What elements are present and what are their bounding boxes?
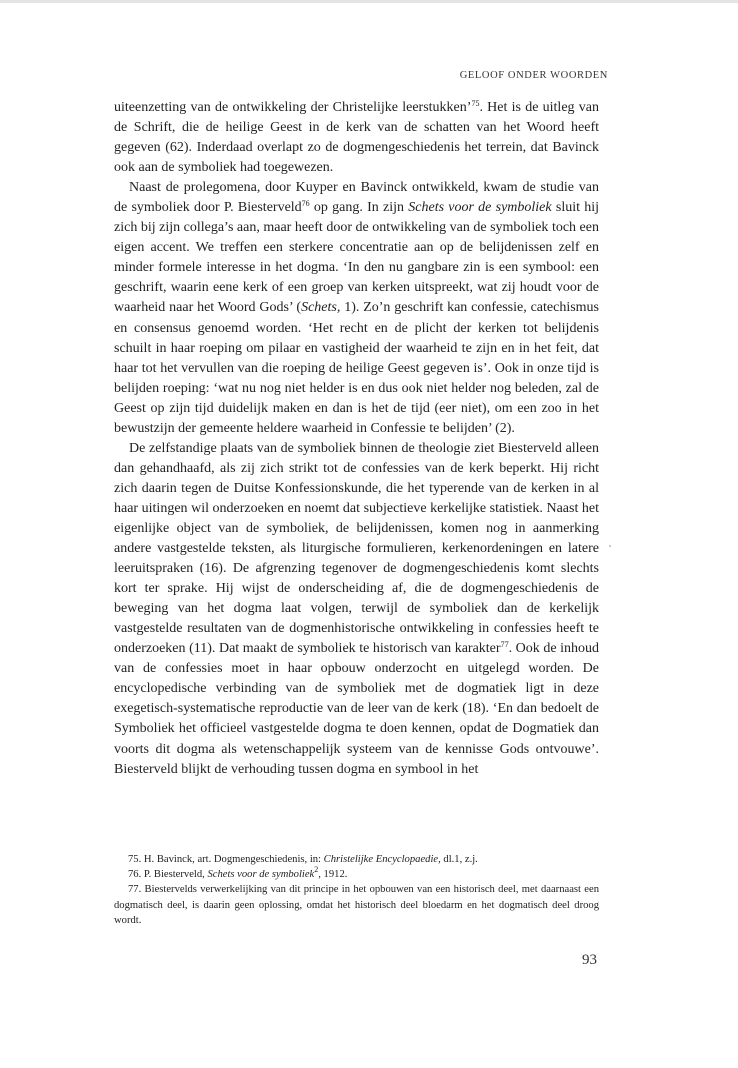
footnote-ref: 76	[301, 199, 310, 209]
footnotes	[114, 852, 599, 928]
scan-speck	[609, 545, 611, 547]
text-run: 77. Biestervelds verwerkelijking van dit principe in het opbouwen van een historisch deel, met daarnaast een dogmatisch deel, is daarin geen oplossing, omdat het historisch deel bloedarm en het dogmatisch deel droog wordt.	[114, 884, 599, 926]
text-run: dl.1, z.j.	[440, 854, 478, 865]
italic-text: Christelijke Encyclopaedie,	[323, 854, 441, 865]
italic-text: Schets,	[301, 300, 341, 316]
footnote	[114, 867, 599, 882]
body-text	[114, 98, 599, 780]
text-run: . Het is de uitleg van de Schrift, die de heilige Geest in de kerk van de schatten van het Woord heeft gegeven (62). Inderdaad overlapt zo de dogmengeschiedenis het terrein, dat Bavinck ook aan de symboliek had toegewezen.	[114, 100, 599, 176]
running-head: GELOOF ONDER WOORDEN	[459, 70, 608, 81]
italic-text: Schets voor de symboliek	[207, 869, 315, 881]
paragraph	[114, 439, 599, 780]
text-run: op gang. In zijn	[309, 200, 409, 216]
text-run: Naast de prolegomena, door Kuyper en Bavinck ontwikkeld, kwam de studie van de symboliek door P. Biesterveld	[114, 180, 599, 216]
paragraph	[114, 98, 599, 178]
text-run: 76. P. Biesterveld,	[128, 869, 208, 881]
footnote-ref: 2	[314, 865, 319, 875]
text-run: 75. H. Bavinck, art. Dogmengeschiedenis, in:	[128, 854, 324, 865]
text-run: De zelfstandige plaats van de symboliek binnen de theologie ziet Biesterveld alleen dan gehandhaafd, als zij zich strikt tot de confessies van de kerk beperkt. Hij richt zich daarin tegen de Duitse Konfessionskunde, die het typerende van de kerken in al haar uitingen wil onderzoeken en noemt dat subjectieve kerkelijke statistiek. Naast het eigenlijke object van de symboliek, de belijdenissen, komen nog in aanmerking andere vastgestelde teksten, als liturgische formulieren, kerkenordeningen en latere leeruitspraken (16). De afgrenzing tegenover de dogmengeschiedenis komt slechts kort ter sprake. Hij wijst de onderscheiding af, die de dogmengeschiedenis de beweging van het dogma laat volgen, terwijl de symboliek dan de kerkelijk vastgestelde resultaten van de dogmenhistorische ontwikkeling in confessies heeft te onderzoeken (11). Dat maakt de symboliek te historisch van karakter	[114, 440, 599, 657]
footnote	[114, 852, 599, 867]
text-run: uiteenzetting van de ontwikkeling der Christelijke leerstukken’	[114, 100, 472, 115]
italic-text: Schets voor de symboliek	[408, 200, 552, 216]
text-run: 1). Zo’n geschrift kan confessie, catechismus en consensus genoemd worden. ‘Het recht en de plicht der kerken tot belijdenis schuilt in haar roeping om pilaar en vastigheid der waarheid te zijn en in het feit, dat haar tot het vervullen van die roeping de heilige Geest gegeven is’. Ook in onze tijd is belijden roeping: ‘wat nu nog niet helder is en dus ook niet helder nog beleden, zal de Geest op zijn tijd duidelijk maken en dan is het de tijd (eer niet), om een zoo in het bewustzijn der gemeente heldere waarheid in Confessie te belijden’ (2).	[114, 300, 599, 436]
page-number: 93	[582, 952, 597, 968]
scan-edge	[0, 0, 738, 3]
paragraph	[114, 178, 599, 439]
text-run: sluit hij zich bij zijn collega’s aan, maar heeft door de ontwikkeling van de symboliek toch een eigen accent. We treffen een sterkere concentratie aan op de belijdenissen zelf en minder formele interesse in het dogma. ‘In den nu gangbare zin is een symbool: een geschrift, waarin eene kerk of een groep van kerken uitspreekt, wat zij houdt voor de waarheid naar het Woord Gods’ (	[114, 200, 600, 316]
text-run: , 1912.	[318, 869, 348, 881]
footnote-ref: 77	[500, 640, 509, 650]
footnote	[114, 882, 599, 928]
footnote-ref: 75	[471, 99, 480, 108]
text-run: . Ook de inhoud van de confessies moet in haar opbouw onderzocht en uitgelegd worden. De encyclopedische verbinding van de symboliek met de dogmatiek ligt in deze exegetisch-systematische reproductie van de leer van de kerk (18). ‘En dan bedoelt de Symboliek het officieel vastgestelde dogma te doen kennen, opdat de Dogmatiek dan voorts dit dogma als wetenschappelijk systeem van de kennisse Gods ontvouwe’. Biesterveld blijkt de verhouding tussen dogma en symbool in het	[114, 641, 599, 777]
